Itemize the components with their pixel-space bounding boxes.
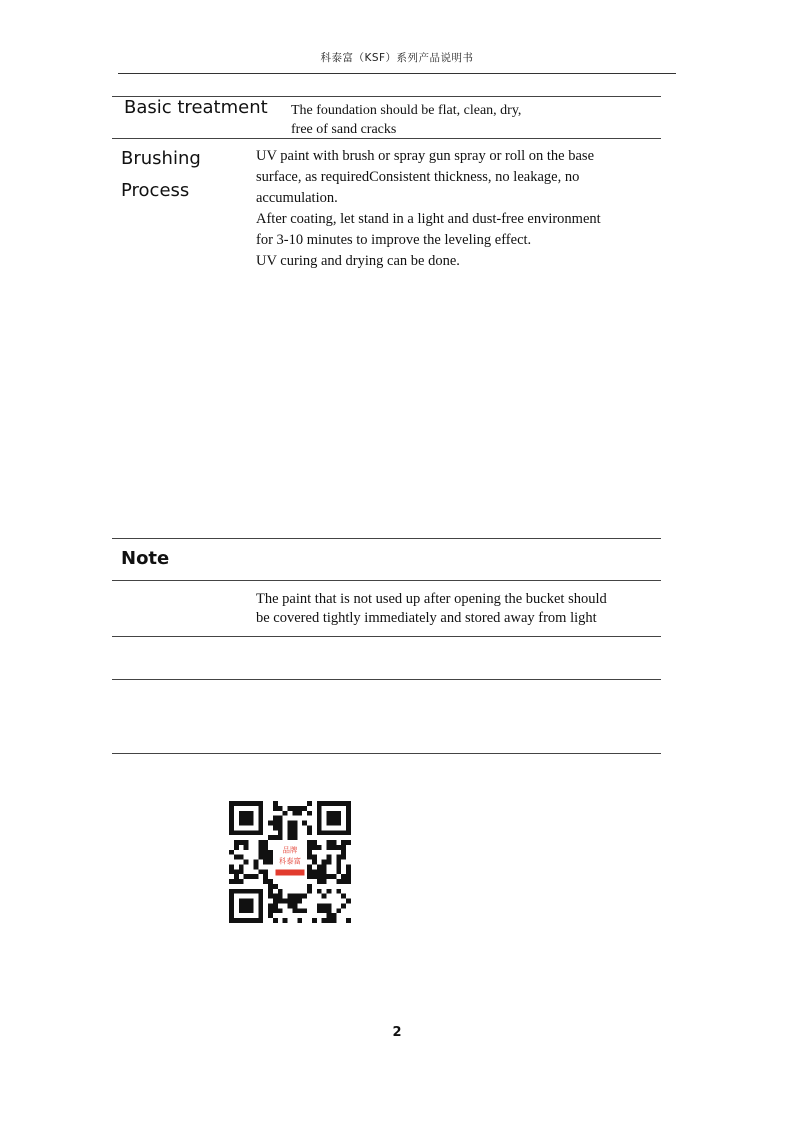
brushing-line: After coating, let stand in a light and dust-free environment xyxy=(256,211,601,227)
basic-treatment-text xyxy=(291,101,521,139)
table-rule xyxy=(112,138,661,139)
table-rule xyxy=(112,636,661,637)
qr-code-icon xyxy=(229,801,351,923)
brushing-process-label xyxy=(121,143,201,207)
table-rule xyxy=(112,538,661,539)
basic-treatment-line: The foundation should be flat, clean, dry, xyxy=(291,103,522,118)
qr-logo-text: 科泰富 xyxy=(279,856,301,866)
qr-logo xyxy=(273,842,307,881)
brushing-line: accumulation. xyxy=(256,190,338,206)
page-header: 科泰富（KSF）系列产品说明书 xyxy=(320,52,474,64)
note-line: be covered tightly immediately and stored away from light xyxy=(256,610,597,626)
brushing-line: UV paint with brush or spray gun spray or roll on the base xyxy=(256,148,595,164)
table-rule xyxy=(112,679,661,680)
note-text xyxy=(256,590,607,628)
brushing-label-line: Process xyxy=(121,180,190,201)
note-title: Note xyxy=(121,548,170,569)
basic-treatment-line: free of sand cracks xyxy=(291,122,397,137)
note-line: The paint that is not used up after opening the bucket should xyxy=(256,591,607,607)
table-rule-bottom xyxy=(112,753,661,754)
brushing-line: for 3-10 minutes to improve the leveling effect. xyxy=(256,232,532,248)
brushing-label-line: Brushing xyxy=(121,148,201,169)
brushing-process-text xyxy=(256,146,601,272)
page-number: 2 xyxy=(392,1025,402,1040)
table-rule xyxy=(112,580,661,581)
basic-treatment-label: Basic treatment xyxy=(124,97,268,118)
brushing-line: surface, as requiredConsistent thickness, no leakage, no xyxy=(256,169,580,185)
brushing-line: UV curing and drying can be done. xyxy=(256,253,460,269)
header-divider xyxy=(118,73,676,74)
qr-logo-text: 品牌 xyxy=(282,845,298,855)
